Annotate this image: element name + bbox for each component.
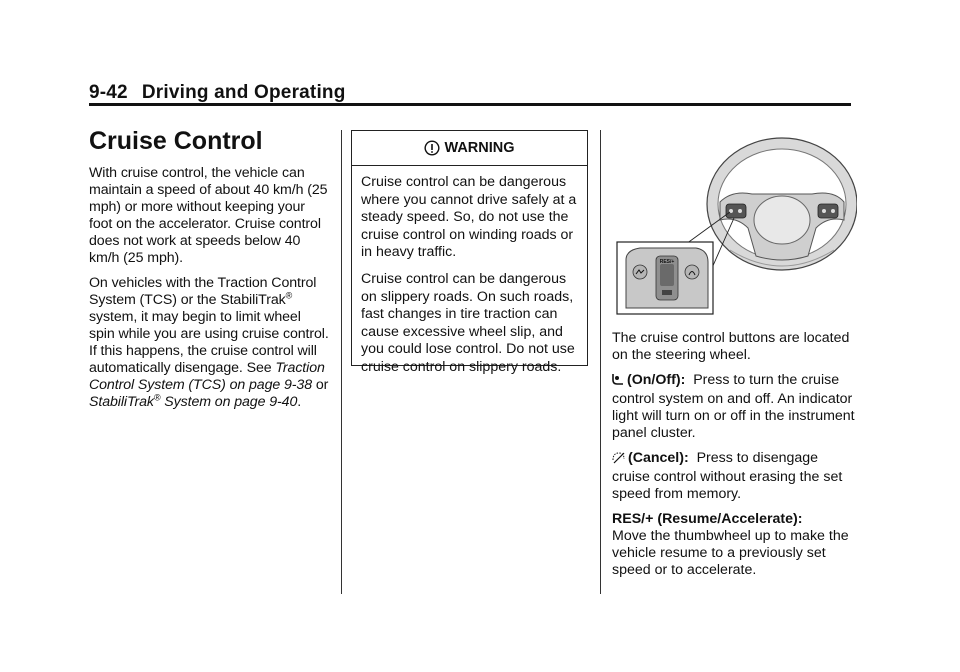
warning-paragraph-1: Cruise control can be dangerous where you cannot drive safely at a steady speed. So, do not use the cruise control on winding roads or in heavy traffic. <box>361 174 577 261</box>
warning-paragraph-2: Cruise control can be dangerous on slippery roads. On such roads, fast changes in tire traction can cause excessive wheel slip, and you could lose control. Do not use cruise control on slippery roads. <box>361 270 575 375</box>
cruise-cancel-icon <box>612 451 625 469</box>
chapter-title: Driving and Operating <box>141 82 346 103</box>
warning-header <box>352 131 587 166</box>
svg-text:RES/+: RES/+ <box>659 259 675 265</box>
column-1 <box>89 126 329 419</box>
cancel-description: (Cancel): Press to disengage cruise control without erasing the set speed from memory. <box>612 450 843 502</box>
column-divider-right <box>600 130 601 594</box>
page-number: 9-42 <box>89 82 128 103</box>
warning-box <box>351 130 588 375</box>
paragraph-intro: With cruise control, the vehicle can maintain a speed of about 40 km/h (25 mph) or more without keeping your foot on the accelerator. Cruise control does not work at speeds below 40 km/h (25 mph). <box>89 165 328 266</box>
cruise-buttons-inset <box>617 242 713 314</box>
column-3 <box>612 330 857 587</box>
paragraph-tcs: On vehicles with the Traction Control System (TCS) or the StabiliTrak® system, it may begin to limit wheel spin while you are using cruise control. If this happens, the cruise control will automatically disengage. See Traction Control System (TCS) on page 9-38 or StabiliTrak® System on page 9-40. <box>89 275 329 410</box>
steering-wheel-figure <box>612 132 857 317</box>
warning-icon <box>424 140 440 156</box>
xref-stabilitrak-link[interactable]: StabiliTrak® System on page 9-40 <box>89 392 298 410</box>
column-divider-left <box>341 130 342 594</box>
header-rule <box>89 103 851 106</box>
warning-title: WARNING <box>444 140 515 156</box>
resume-description: RES/+ (Resume/Accelerate): Move the thumbwheel up to make the vehicle resume to a previously set speed or to accelerate. <box>612 511 849 578</box>
cruise-onoff-icon <box>612 373 624 391</box>
xref-tcs-link[interactable]: Traction Control System (TCS) on page 9-38 <box>89 360 325 393</box>
onoff-description: (On/Off): Press to turn the cruise control system on and off. An indicator light will turn on or off in the instrument panel cluster. <box>612 372 855 441</box>
section-title: Cruise Control <box>89 127 263 155</box>
page-header <box>89 82 346 104</box>
buttons-intro: The cruise control buttons are located on the steering wheel. <box>612 330 850 363</box>
steering-wheel-illustration <box>707 138 857 270</box>
